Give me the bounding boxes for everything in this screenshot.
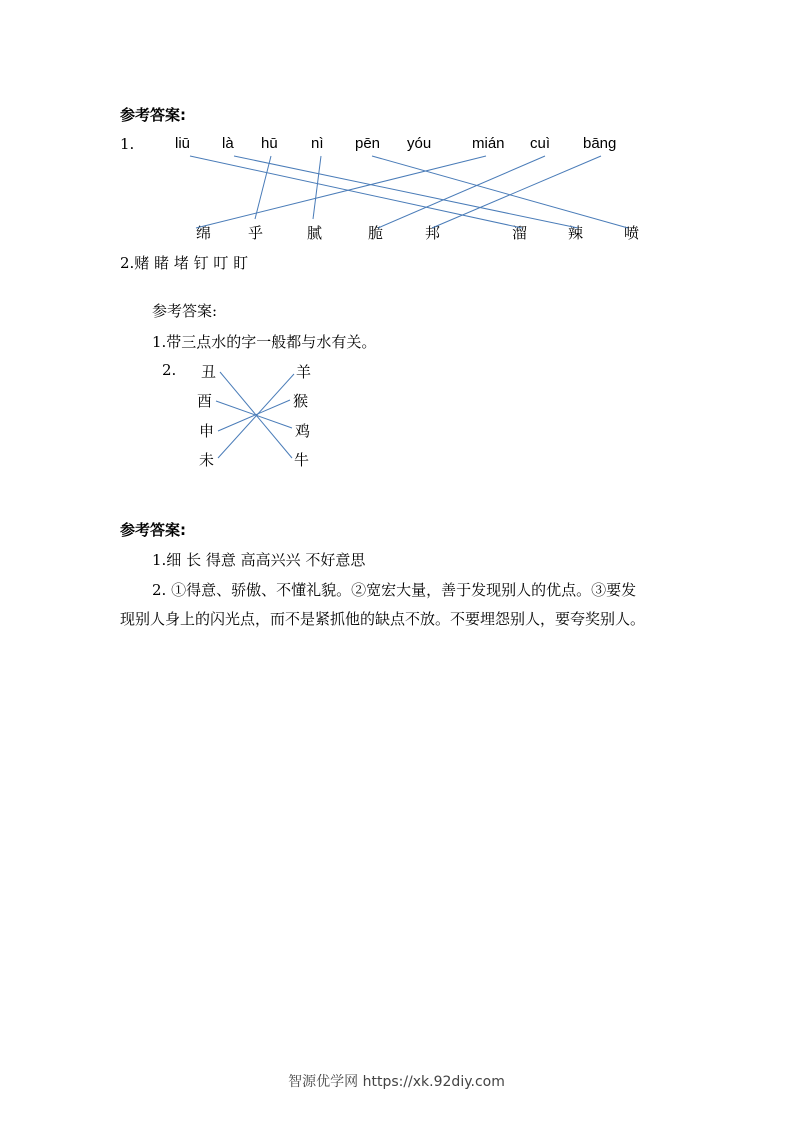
hanzi-pen: 喷 [624, 224, 640, 242]
section3-q1: 1.细 长 得意 高高兴兴 不好意思 [152, 551, 366, 569]
zodiac-left-chou: 丑 [201, 363, 217, 381]
pinyin-la: là [222, 135, 234, 152]
zodiac-right-yang: 羊 [296, 363, 312, 381]
hanzi-cui: 脆 [368, 224, 384, 242]
line-bang-bang [432, 156, 601, 228]
zodiac-right-hou: 猴 [293, 392, 309, 410]
pinyin-mian: mián [472, 135, 505, 152]
pinyin-you: yóu [407, 135, 432, 152]
line-cui-cui [378, 156, 545, 228]
line-la-la [234, 156, 578, 228]
hanzi-bang: 邦 [425, 224, 441, 242]
footer-watermark: 智源优学网 https://xk.92diy.com [288, 1074, 505, 1090]
pinyin-pen: pēn [355, 135, 381, 152]
pinyin-ni: nì [311, 135, 324, 152]
zodiac-left-shen: 申 [199, 422, 215, 440]
q2-answer: 2.赌 睹 堵 钉 叮 盯 [120, 254, 249, 272]
section2-q1: 1.带三点水的字一般都与水有关。 [152, 333, 377, 351]
line-you-ji [216, 401, 292, 428]
q1-number: 1. [120, 135, 135, 153]
line-pen-pen [372, 156, 628, 228]
line-ni-ni [313, 156, 321, 219]
pinyin-liu: liū [175, 135, 191, 152]
zodiac-right-niu: 牛 [294, 451, 310, 469]
section1-title: 参考答案: [120, 106, 186, 124]
hanzi-ni: 腻 [307, 224, 323, 242]
hanzi-liu: 溜 [512, 224, 528, 242]
section2-q2-number: 2. [162, 361, 177, 379]
line-shen-hou [218, 400, 290, 431]
pinyin-cui: cuì [530, 135, 551, 152]
line-wei-yang [218, 374, 294, 458]
zodiac-left-you: 酉 [197, 392, 213, 410]
section2-title: 参考答案: [152, 302, 218, 320]
pinyin-bang: bāng [583, 135, 617, 152]
hanzi-mian: 绵 [196, 224, 212, 242]
zodiac-left-wei: 未 [199, 451, 215, 469]
hanzi-la: 辣 [568, 224, 584, 242]
pinyin-hu: hū [261, 135, 278, 152]
section3-q2-line2: 现别人身上的闪光点，而不是紧抓他的缺点不放。不要埋怨别人，要夸奖别人。 [120, 610, 646, 628]
section3-q2-line1: 2. ①得意、骄傲、不懂礼貌。②宽宏大量，善于发现别人的优点。③要发 [152, 581, 637, 599]
hanzi-hu: 乎 [248, 224, 264, 242]
section3-title: 参考答案: [120, 521, 186, 539]
zodiac-right-ji: 鸡 [295, 422, 311, 440]
